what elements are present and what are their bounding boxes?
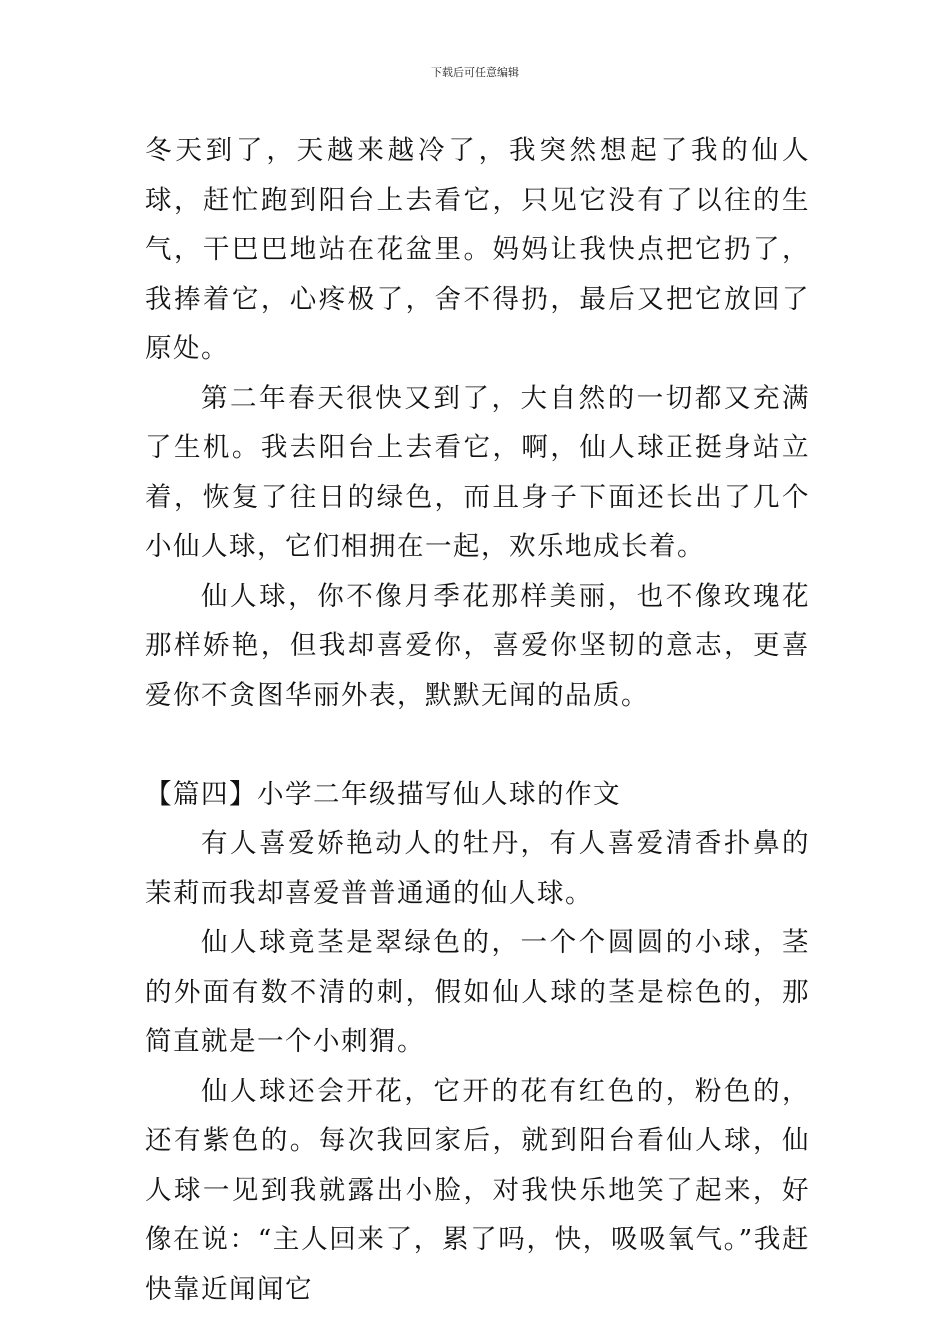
section-title: 【篇四】小学二年级描写仙人球的作文	[145, 778, 621, 810]
paragraph-intro: 有人喜爱娇艳动人的牡丹，有人喜爱清香扑鼻的茉莉而我却喜爱普普通通的仙人球。	[145, 828, 810, 909]
document-body	[145, 126, 810, 1314]
page-header-note: 下载后可任意编辑	[431, 66, 519, 79]
paragraph-spring: 第二年春天很快又到了，大自然的一切都又充满了生机。我去阳台上去看它，啊，仙人球正挺身站立着，恢复了往日的绿色，而且身子下面还长出了几个小仙人球，它们相拥在一起，欢乐地成长着。	[145, 382, 810, 562]
paragraph-description: 仙人球竟茎是翠绿色的，一个个圆圆的小球，茎的外面有数不清的刺，假如仙人球的茎是棕色的，那简直就是一个小刺猬。	[145, 927, 810, 1057]
paragraph-winter: 冬天到了，天越来越冷了，我突然想起了我的仙人球，赶忙跑到阳台上去看它，只见它没有了以往的生气，干巴巴地站在花盆里。妈妈让我快点把它扔了，我捧着它，心疼极了，舍不得扔，最后又把它放回了原处。	[145, 135, 810, 364]
paragraph-praise: 仙人球，你不像月季花那样美丽，也不像玫瑰花那样娇艳，但我却喜爱你，喜爱你坚韧的意志，更喜爱你不贪图华丽外表，默默无闻的品质。	[145, 580, 810, 711]
paragraph-flowers: 仙人球还会开花，它开的花有红色的，粉色的，还有紫色的。每次我回家后，就到阳台看仙人球，仙人球一见到我就露出小脸，对我快乐地笑了起来，好像在说：“主人回来了，累了吗，快，吸吸氧气。”我赶快靠近闻闻它	[145, 1075, 810, 1305]
